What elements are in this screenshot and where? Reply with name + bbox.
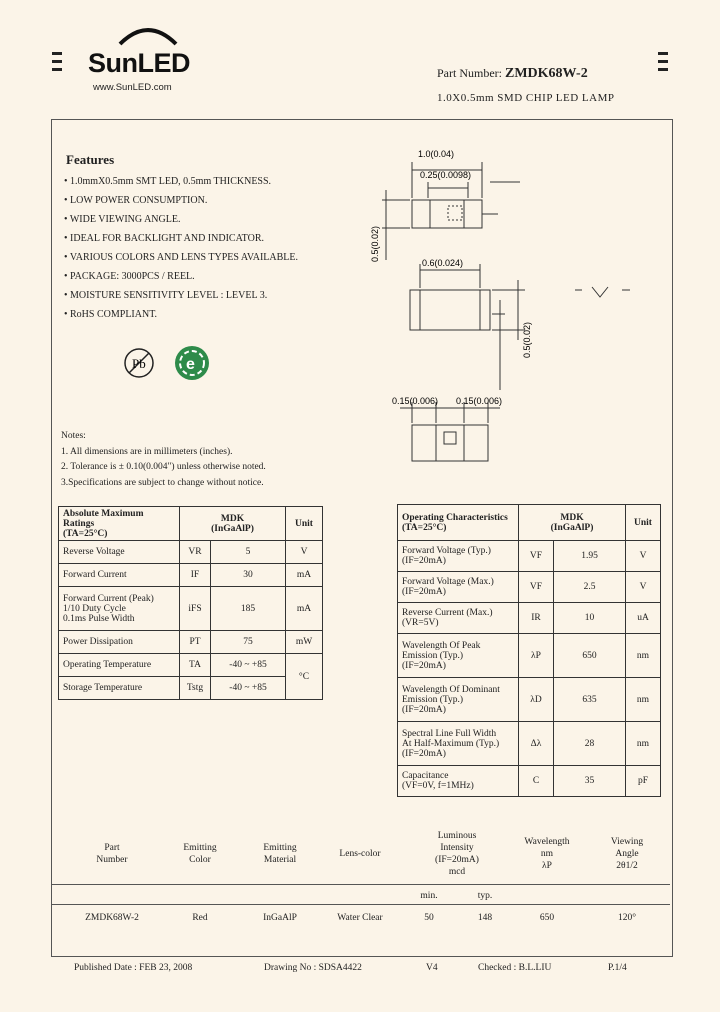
table-row: Forward Voltage (Typ.) (IF=20mA) VF 1.95 V (398, 541, 661, 572)
row-min: 50 (424, 913, 434, 923)
dim-inner-width: 0.25(0.0098) (420, 170, 472, 180)
feature-item: • PACKAGE: 3000PCS / REEL. (64, 271, 195, 282)
logo-arc-icon (118, 22, 178, 46)
feature-item: • WIDE VIEWING ANGLE. (64, 214, 181, 225)
notes (61, 429, 266, 491)
dim-side-height: 0.5(0.02) (522, 321, 532, 358)
rohs-e-icon (173, 344, 211, 382)
published-date: Published Date : FEB 23, 2008 (74, 963, 193, 973)
left-marker-icon (52, 52, 62, 76)
table-row: Forward Current IF 30 mA (59, 564, 323, 587)
dim-left-height: 0.5(0.02) (370, 225, 380, 262)
col-wavelength: Wavelength nm λP (524, 837, 570, 871)
logo-url: www.SunLED.com (93, 82, 172, 93)
subtitle: 1.0X0.5mm SMD CHIP LED LAMP (437, 92, 615, 104)
right-marker-icon (658, 52, 668, 76)
divider (52, 884, 670, 885)
dim-top-width: 1.0(0.04) (418, 149, 455, 159)
note-item: 1. All dimensions are in millimeters (inches). (61, 446, 233, 457)
row-wave: 650 (539, 913, 555, 923)
feature-item: • IDEAL FOR BACKLIGHT AND INDICATOR. (64, 233, 264, 244)
feature-item: • RoHS COMPLIANT. (64, 309, 158, 320)
dim-pad-left: 0.15(0.006) (392, 396, 439, 406)
row-angle: 120° (617, 913, 637, 923)
table-row: Forward Current (Peak) 1/10 Duty Cycle 0.1ms Pulse Width iFS 185 mA (59, 587, 323, 631)
dim-bottom-width: 0.6(0.024) (422, 258, 464, 268)
col-angle: Viewing Angle 2θ1/2 (610, 837, 644, 871)
abs-max-table: Absolute Maximum Ratings (TA=25°C) MDK (InGaAlP) Unit Reverse Voltage VR 5 V Forward Current IF 30 mA Forward Current (Peak) 1/10 Duty Cycle 0.1ms Pulse Width iFS 185 mA Power Dissipation PT 75 mW Operating Temperature TA -40 ~ +85 °C Storage Temperature Tstg -40 ~ +85 (58, 506, 323, 700)
drawing-number: Drawing No : SDSA4422 (264, 963, 362, 973)
table-row: Power Dissipation PT 75 mW (59, 631, 323, 654)
feature-item: • LOW POWER CONSUMPTION. (64, 195, 208, 206)
row-lens: Water Clear (337, 913, 383, 923)
feature-item: • VARIOUS COLORS AND LENS TYPES AVAILABLE. (64, 252, 299, 263)
dimension-drawing (370, 140, 660, 470)
row-part: ZMDK68W-2 (85, 913, 139, 923)
min-label: min. (420, 891, 438, 901)
row-material: InGaAlP (263, 913, 297, 923)
table-row: Forward Voltage (Max.) (IF=20mA) VF 2.5 V (398, 572, 661, 603)
feature-item: • MOISTURE SENSITIVITY LEVEL : LEVEL 3. (64, 290, 268, 301)
pb-free-icon (122, 346, 156, 380)
col-color: Emitting Color (183, 843, 217, 865)
page-number: P.1/4 (608, 963, 627, 973)
table-row: Wavelength Of Peak Emission (Typ.) (IF=20mA) λP 650 nm (398, 634, 661, 678)
notes-title: Notes: (61, 431, 86, 441)
col-material: Emitting Material (263, 843, 297, 865)
row-color: Red (192, 913, 208, 923)
col-luminous: Luminous Intensity (IF=20mA) mcd (435, 831, 479, 877)
logo: SunLED (88, 48, 190, 78)
table-row: Spectral Line Full Width At Half-Maximum (Typ.) (IF=20mA) Δλ 28 nm (398, 722, 661, 766)
features-list (64, 172, 334, 324)
op-char-table: Operating Characteristics (TA=25°C) MDK (InGaAlP) Unit Forward Voltage (Typ.) (IF=20mA) VF 1.95 V Forward Voltage (Max.) (IF=20mA) VF 2.5 V Reverse Current (Max.) (VR=5V) IR 10 uA Wavelength Of Peak Emission (Typ.) (IF=20mA) λP 650 nm Wavelength Of Dominant Emission (Typ.) (IF=20mA) λD 635 nm Spectral Line Full Width At Half-Maximum (Typ.) (IF=20mA) Δλ 28 nm Capacitance (VF=0V, f=1MHz) C 35 pF (397, 504, 661, 797)
features-title: Features (66, 152, 115, 167)
table-row: Capacitance (VF=0V, f=1MHz) C 35 pF (398, 766, 661, 797)
divider (52, 904, 670, 905)
part-number-value: ZMDK68W-2 (505, 66, 588, 81)
typ-label: typ. (477, 891, 493, 901)
table-row: Wavelength Of Dominant Emission (Typ.) (IF=20mA) λD 635 nm (398, 678, 661, 722)
svg-text:e: e (186, 356, 195, 373)
note-item: 2. Tolerance is ± 0.10(0.004") unless otherwise noted. (61, 462, 266, 472)
selection-guide (52, 826, 670, 936)
table-row: Storage Temperature Tstg -40 ~ +85 (59, 677, 323, 700)
feature-item: • 1.0mmX0.5mm SMT LED, 0.5mm THICKNESS. (64, 176, 272, 187)
svg-text:Pb: Pb (132, 356, 146, 371)
row-typ: 148 (477, 913, 493, 923)
note-item: 3.Specifications are subject to change without notice. (61, 477, 264, 488)
version: V4 (426, 963, 438, 973)
dim-pad-right: 0.15(0.006) (456, 396, 503, 406)
table-row: Reverse Voltage VR 5 V (59, 541, 323, 564)
col-part: Part Number (96, 843, 128, 865)
table-row: Reverse Current (Max.) (VR=5V) IR 10 uA (398, 603, 661, 634)
table-row: Operating Temperature TA -40 ~ +85 °C (59, 654, 323, 677)
part-number (437, 66, 588, 82)
col-lens: Lens-color (339, 849, 381, 859)
part-number-label: Part Number: (437, 66, 502, 80)
checked-by: Checked : B.L.LIU (478, 963, 552, 973)
